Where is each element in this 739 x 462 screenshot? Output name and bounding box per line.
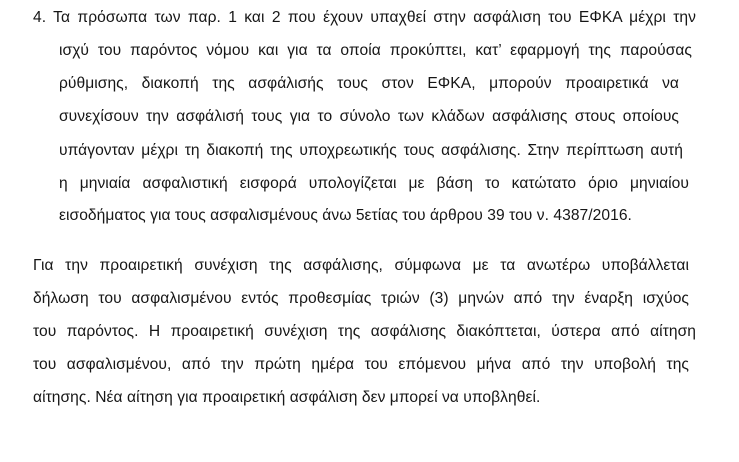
text-line: συνεχίσουν την ασφάλισή τους για το σύνολο των κλάδων ασφάλισης στους οποίους (59, 108, 679, 125)
text-line: υπάγονταν μέχρι τη διακοπή της υποχρεωτικής τους ασφάλισης. Στην περίπτωση αυτή (59, 142, 683, 159)
text-line: ρύθμισης, διακοπή της ασφάλισής τους στον ΕΦΚΑ, μπορούν προαιρετικά να (59, 75, 679, 92)
text-line: του ασφαλισμένου, από την πρώτη ημέρα του επόμενου μήνα από την υποβολή της (33, 356, 689, 373)
text-line: 4. Τα πρόσωπα των παρ. 1 και 2 που έχουν υπαχθεί στην ασφάλιση του ΕΦΚΑ μέχρι την (33, 9, 696, 26)
text-line: αίτησης. Νέα αίτηση για προαιρετική ασφάλιση δεν μπορεί να υποβληθεί. (33, 389, 541, 406)
text-line: δήλωση του ασφαλισμένου εντός προθεσμίας τριών (3) μηνών από την έναρξη ισχύος (33, 290, 689, 307)
text-line: ισχύ του παρόντος νόμου και για τα οποία προκύπτει, κατ’ εφαρμογή της παρούσας (59, 42, 692, 59)
text-line: η μηνιαία ασφαλιστική εισφορά υπολογίζεται με βάση το κατώτατο όριο μηνιαίου (59, 175, 689, 192)
text-line: Για την προαιρετική συνέχιση της ασφάλισης, σύμφωνα με τα ανωτέρω υποβάλλεται (33, 257, 689, 274)
text-line: του παρόντος. Η προαιρετική συνέχιση της ασφάλισης διακόπτεται, ύστερα από αίτηση (33, 323, 696, 340)
text-line: εισοδήματος για τους ασφαλισμένους άνω 5ετίας του άρθρου 39 του ν. 4387/2016. (59, 207, 632, 224)
